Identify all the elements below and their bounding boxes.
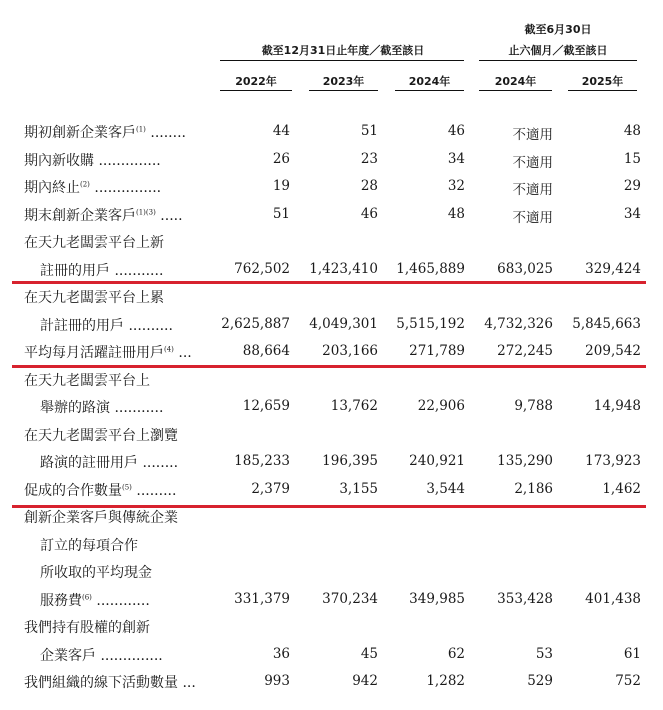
header-group1-rule [220,60,464,61]
row-label-line: 創新企業客戶與傳統企業 [24,510,178,526]
dot-leader: ........... [110,262,164,279]
row-label [40,260,163,280]
highlight-line-1 [12,281,646,284]
cell-value: 48 [623,123,641,139]
cell-value: 23 [360,150,378,167]
cell-value: 135,290 [497,453,553,469]
row-label-text: 促成的合作數量 [24,482,122,499]
highlight-line-3 [12,505,646,508]
cell-value: 993 [264,673,290,689]
cell-value: 3,544 [426,480,465,497]
row-label-text: 我們組織的線下活動數量 [24,675,178,691]
dot-leader: ..... [155,207,183,224]
cell-value: 271,789 [409,343,465,359]
row-label-text: 舉辦的路演 [40,400,110,416]
cell-value: 209,542 [585,343,641,359]
dot-leader: ........ [145,125,186,141]
dot-leader: ............... [89,180,162,196]
row-label [40,397,163,417]
cell-value: 不適用 [512,182,553,198]
row-label [24,672,196,692]
cell-value: 942 [352,673,378,689]
cell-value: 46 [360,205,378,222]
row-label [40,315,173,335]
footnote-marker: (1) [136,125,146,134]
dot-leader: .............. [96,647,163,664]
header-group2-line2: 止六個月／截至該日 [508,44,608,57]
row-label [24,122,186,142]
cell-value: 34 [447,150,465,167]
footnote-marker: (1)(3) [136,207,156,216]
year-header: 2023年 [322,75,365,88]
cell-value: 15 [623,150,641,167]
year-header: 2024年 [408,75,451,88]
cell-value: 1,465,889 [396,260,465,277]
cell-value: 28 [360,178,378,194]
cell-value: 401,438 [585,590,641,607]
row-label [24,177,161,197]
cell-value: 61 [623,645,641,662]
cell-value: 762,502 [234,260,290,277]
cell-value: 752 [615,673,641,689]
cell-value: 46 [447,123,465,139]
row-label [40,645,163,665]
row-label-line: 我們持有股權的創新 [24,620,150,636]
cell-value: 1,462 [602,480,641,497]
cell-value: 51 [272,205,290,222]
row-label-line: 在天九老闆雲平台上 [24,372,150,389]
cell-value: 329,424 [585,260,641,277]
year-header-underline [309,90,378,91]
cell-value: 62 [447,645,465,662]
year-header-underline [220,90,292,91]
year-header-underline [568,90,637,91]
row-label [40,452,178,472]
cell-value: 19 [272,178,290,194]
cell-value: 1,423,410 [309,260,378,277]
cell-value: 不適用 [512,209,553,226]
highlight-line-2 [12,365,646,368]
cell-value: 173,923 [585,453,641,469]
row-label [24,205,183,225]
cell-value: 5,515,192 [396,315,465,332]
row-label-line: 在天九老闆雲平台上新 [24,235,164,251]
row-label-text: 期初創新企業客戶 [24,125,136,141]
cell-value: 529 [527,673,553,689]
dot-leader: .............. [94,152,161,169]
row-label [40,590,150,610]
cell-value: 2,379 [251,480,290,497]
year-header-underline [479,90,552,91]
cell-value: 196,395 [322,453,378,469]
cell-value: 240,921 [409,453,465,469]
year-header: 2024年 [494,75,537,88]
footnote-marker: (2) [80,180,90,189]
cell-value: 331,379 [234,590,290,607]
row-label [24,150,161,170]
cell-value: 14,948 [593,398,641,414]
row-label-text: 服務費 [40,592,82,609]
row-label [24,480,176,500]
cell-value: 1,282 [426,673,465,689]
dot-leader: ............ [91,592,150,609]
cell-value: 22,906 [417,398,465,414]
cell-value: 370,234 [322,590,378,607]
year-header: 2025年 [581,75,624,88]
cell-value: 4,732,326 [484,315,553,332]
year-header-underline [395,90,464,91]
row-label-line: 在天九老闆雲平台上瀏覽 [24,427,178,444]
cell-value: 44 [272,123,290,139]
cell-value: 3,155 [339,480,378,497]
cell-value: 29 [623,178,641,194]
dot-leader: ... [178,675,196,691]
header-group1-label: 截至12月31日止年度／截至該日 [261,44,425,57]
row-label-text: 期末創新企業客戶 [24,207,136,224]
cell-value: 48 [447,205,465,222]
row-label-line: 所收取的平均現金 [40,565,152,581]
header-group2-rule [479,60,637,61]
dot-leader: ........... [110,400,164,416]
cell-value: 26 [272,150,290,167]
cell-value: 53 [535,645,553,662]
footnote-marker: (5) [122,482,132,491]
cell-value: 683,025 [497,260,553,277]
row-label-line: 訂立的每項合作 [40,537,138,554]
cell-value: 88,664 [242,343,290,359]
cell-value: 12,659 [242,398,290,414]
cell-value: 203,166 [322,343,378,359]
cell-value: 51 [360,123,378,139]
cell-value: 185,233 [234,453,290,469]
cell-value: 2,186 [514,480,553,497]
footnote-marker: (6) [82,592,92,601]
dot-leader: ... [173,345,192,361]
cell-value: 不適用 [512,154,553,171]
row-label-text: 計註冊的用戶 [40,317,124,334]
dot-leader: ........ [138,455,179,471]
cell-value: 349,985 [409,590,465,607]
cell-value: 9,788 [514,398,553,414]
cell-value: 32 [447,178,465,194]
footnote-marker: (4) [164,345,174,354]
dot-leader: ......... [131,482,177,499]
row-label-text: 平均每月活躍註冊用戶 [24,345,164,361]
row-label-text: 註冊的用戶 [40,262,110,279]
row-label-text: 路演的註冊用戶 [40,455,138,471]
cell-value: 2,625,887 [221,315,290,332]
row-label-text: 期內新收購 [24,152,94,169]
row-label [24,342,192,362]
cell-value: 4,049,301 [309,315,378,332]
cell-value: 353,428 [497,590,553,607]
dot-leader: .......... [124,317,173,334]
cell-value: 5,845,663 [572,315,641,332]
year-header: 2022年 [235,75,277,88]
cell-value: 13,762 [330,398,378,414]
header-group2-line1: 截至6月30日 [524,23,592,36]
row-label-text: 企業客戶 [40,647,96,664]
cell-value: 34 [623,205,641,222]
cell-value: 不適用 [512,127,553,143]
row-label-line: 在天九老闆雲平台上累 [24,290,164,306]
cell-value: 45 [360,645,378,662]
row-label-text: 期內終止 [24,180,80,196]
cell-value: 36 [272,645,290,662]
cell-value: 272,245 [497,343,553,359]
